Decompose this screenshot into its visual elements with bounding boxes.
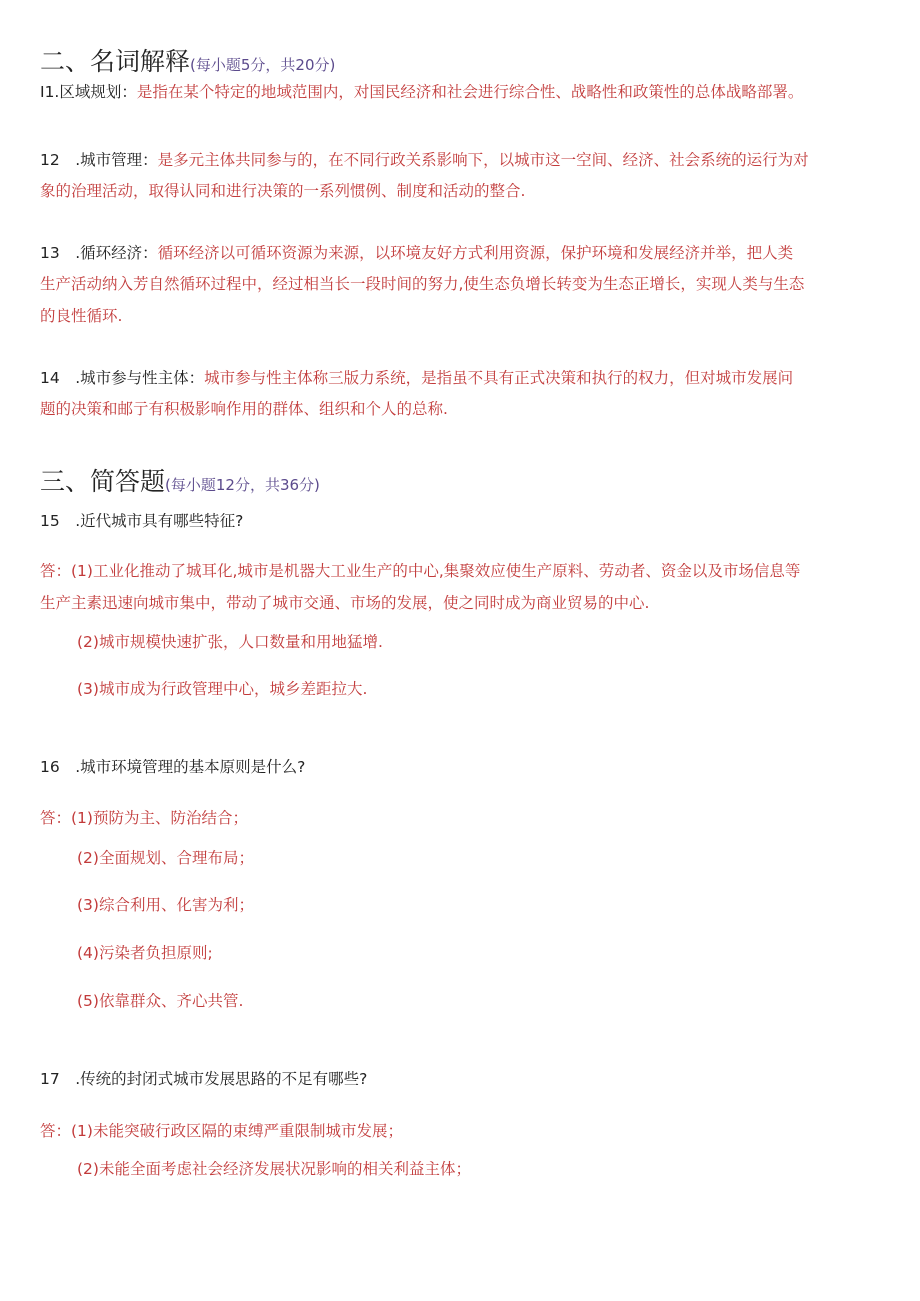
- term-label: 14 .城市参与性主体：: [40, 369, 205, 387]
- answer-17-item: (2)未能全面考虑社会经济发展状况影响的相关利益主体；: [77, 1160, 471, 1178]
- term-item-11: [40, 77, 803, 107]
- term-label: 13 .循环经济：: [40, 244, 158, 262]
- answer-15-part-1: 答：(1)工业化推动了城耳化,城市是机器大工业生产的中心,集聚效应使生产原料、劳动者、资金以及市场信息等: [40, 562, 801, 580]
- question-17: 17 .传统的封闭式城市发展思路的不足有哪些?: [40, 1070, 368, 1088]
- answer-15-part-3: (3)城市成为行政管理中心，城乡差距拉大.: [77, 680, 368, 698]
- answer-16-item: (4)污染者负担原则;: [77, 944, 213, 962]
- section-2-title: 二、名词解释: [40, 47, 191, 76]
- section-3-title: 三、简答题: [40, 467, 166, 496]
- section-2-score-note: (每小题5分，共20分): [190, 56, 336, 74]
- question-15: 15 .近代城市具有哪些特征?: [40, 512, 244, 530]
- answer-16-item: (3)综合利用、化害为利；: [77, 896, 254, 914]
- term-definition: 循环经济以可循环资源为来源，以环境友好方式利用资源，保护环境和发展经济并举，把人类: [157, 244, 794, 262]
- answer-15-part-2: (2)城市规模快速扩张，人口数量和用地猛增.: [77, 633, 383, 651]
- term-item-12: [40, 145, 809, 175]
- term-label: 12 .城市管理：: [40, 151, 158, 169]
- answer-15-part-1-continued: 生产主素迅速向城市集中，带动了城市交通、市场的发展，使之同时成为商业贸易的中心.: [40, 594, 650, 612]
- term-definition: 城市参与性主体称三版力系统，是指虽不具有正式决策和执行的权力，但对城市发展问: [204, 369, 794, 387]
- answer-16-item: (2)全面规划、合理布局；: [77, 849, 254, 867]
- term-definition-continued: 的良性循环.: [40, 307, 123, 325]
- answer-17-item: 答：(1)未能突破行政区隔的束缚严重限制城市发展；: [40, 1122, 403, 1140]
- term-label: I1.区域规划：: [40, 83, 137, 101]
- answer-16-item: 答：(1)预防为主、防治结合；: [40, 809, 248, 827]
- term-definition-continued: 生产活动纳入芳自然循环过程中，经过相当长一段时间的努力,使生态负增长转变为生态正增长，实现人类与生态: [40, 275, 805, 293]
- section-3-score-note: (每小题12分，共36分): [165, 476, 320, 494]
- term-item-13: [40, 238, 793, 268]
- answer-16-item: (5)依靠群众、齐心共管.: [77, 992, 244, 1010]
- term-definition-continued: 象的治理活动，取得认同和进行决策的一系列惯例、制度和活动的整合.: [40, 182, 526, 200]
- section-2-heading: [40, 42, 335, 78]
- term-definition-continued: 题的决策和邮亍有积极影响作用的群体、组织和个人的总称.: [40, 400, 448, 418]
- section-3-heading: [40, 462, 320, 498]
- term-definition: 是多元主体共同参与的，在不同行政关系影响下，以城市这一空间、经济、社会系统的运行为对: [157, 151, 809, 169]
- term-item-14: [40, 363, 793, 393]
- term-definition: 是指在某个特定的地域范围内，对国民经济和社会进行综合性、战略性和政策性的总体战略部署。: [136, 83, 804, 101]
- question-16: 16 .城市环境管理的基本原则是什么?: [40, 758, 306, 776]
